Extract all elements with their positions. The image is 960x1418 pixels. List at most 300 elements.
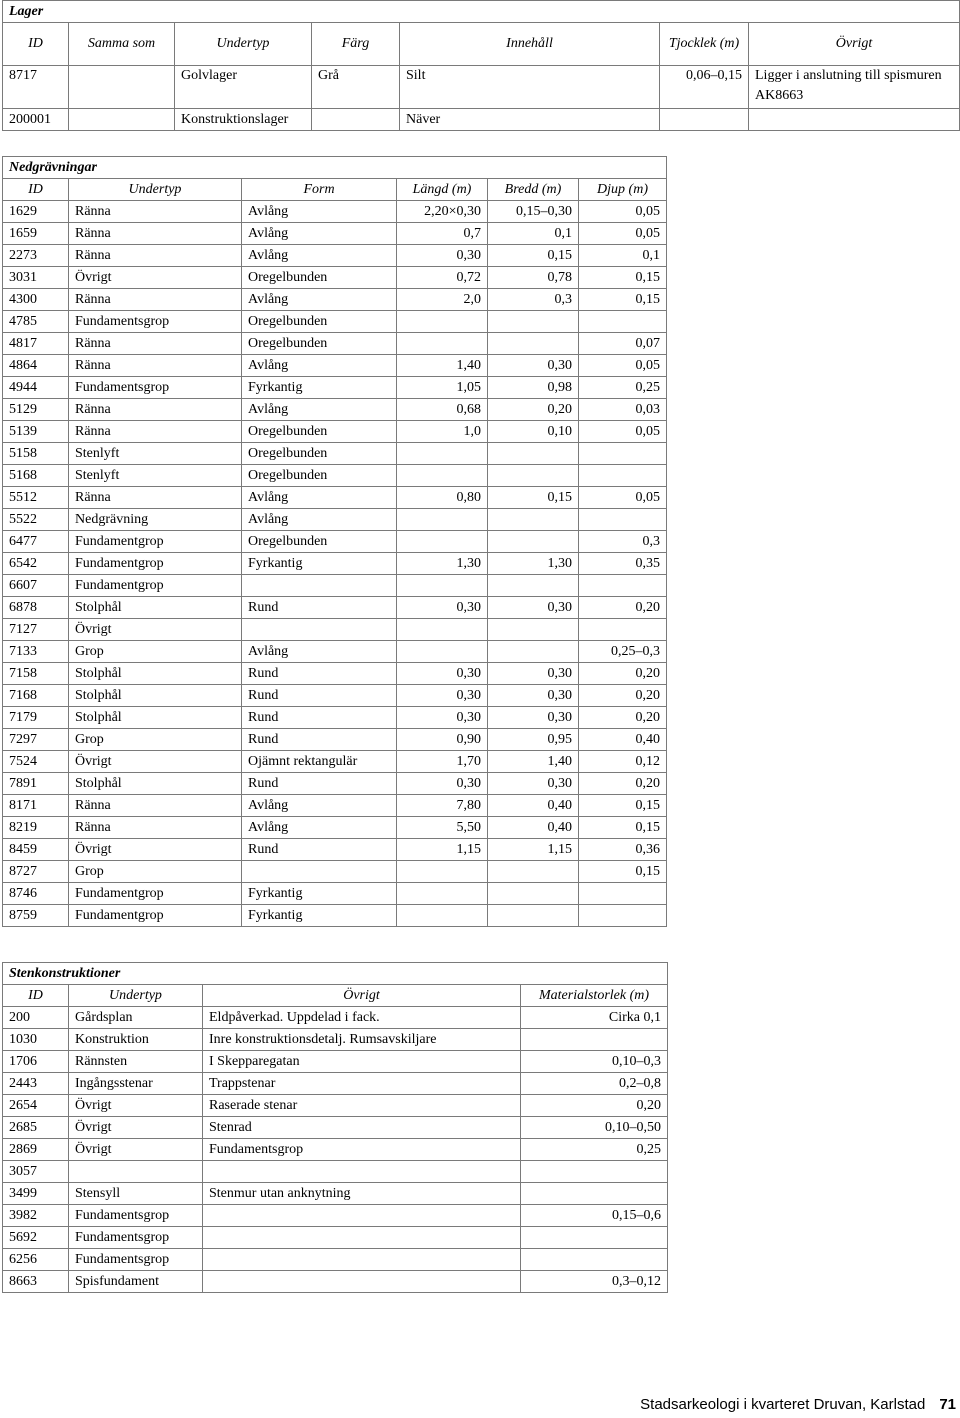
table-cell: 1,05 [397, 377, 488, 399]
table-cell: 0,15 [579, 289, 667, 311]
table-cell: 7,80 [397, 795, 488, 817]
table-cell: 8717 [3, 66, 69, 109]
table-row [3, 289, 667, 311]
table-cell: Fundamentsgrop [69, 311, 242, 333]
table-cell: Ligger i anslutning till spismuren AK8663 [749, 66, 960, 109]
table-cell [242, 575, 397, 597]
table-cell: Övrigt [69, 1139, 203, 1161]
table-row [3, 1249, 668, 1271]
table-cell: Grop [69, 861, 242, 883]
page-number: 71 [939, 1396, 956, 1413]
table-cell: Avlång [242, 289, 397, 311]
table-row [3, 1117, 668, 1139]
table-cell: Stolphål [69, 597, 242, 619]
table-cell: 6607 [3, 575, 69, 597]
table-cell: 0,10 [488, 421, 579, 443]
table-cell: 0,05 [579, 487, 667, 509]
table-cell: 2273 [3, 245, 69, 267]
nedgravningar-header-cell: Undertyp [69, 179, 242, 201]
table-cell: 0,20 [579, 707, 667, 729]
table-row [3, 795, 667, 817]
table-cell: 1629 [3, 201, 69, 223]
table-cell: 0,10–0,3 [521, 1051, 668, 1073]
table-cell [579, 619, 667, 641]
table-cell: Spisfundament [69, 1271, 203, 1293]
table-cell: Fyrkantig [242, 905, 397, 927]
table-cell: Oregelbunden [242, 421, 397, 443]
table-cell [312, 109, 400, 131]
table-cell: Övrigt [69, 839, 242, 861]
table-cell: 0,20 [488, 399, 579, 421]
table-row [3, 663, 667, 685]
table-cell: 1,15 [397, 839, 488, 861]
table-cell: Oregelbunden [242, 531, 397, 553]
table-cell: Avlång [242, 223, 397, 245]
nedgravningar-header-cell: ID [3, 179, 69, 201]
lager-header-cell: Tjocklek (m) [660, 23, 749, 66]
table-cell: Rännsten [69, 1051, 203, 1073]
table-cell [488, 311, 579, 333]
table-cell: 6477 [3, 531, 69, 553]
table-cell: Fundamentsgrop [203, 1139, 521, 1161]
table-row [3, 487, 667, 509]
table-cell: 0,15 [488, 487, 579, 509]
table-row [3, 817, 667, 839]
table-cell: Avlång [242, 245, 397, 267]
table-cell [579, 575, 667, 597]
table-cell: 0,30 [397, 245, 488, 267]
table-row [3, 377, 667, 399]
table-cell [397, 905, 488, 927]
table-cell: 0,15–0,6 [521, 1205, 668, 1227]
table-cell: 2685 [3, 1117, 69, 1139]
table-cell: Ränna [69, 795, 242, 817]
table-cell: Grå [312, 66, 400, 109]
table-cell: 5512 [3, 487, 69, 509]
stenkonstruktioner-table [2, 962, 668, 1293]
lager-header-cell: Innehåll [400, 23, 660, 66]
table-cell: 6256 [3, 1249, 69, 1271]
table-cell: Fundamentgrop [69, 905, 242, 927]
table-cell: Rund [242, 729, 397, 751]
table-cell: 6878 [3, 597, 69, 619]
table-cell [488, 333, 579, 355]
table-row [3, 905, 667, 927]
lager-table [2, 0, 960, 131]
table-cell: 8727 [3, 861, 69, 883]
table-cell: Stolphål [69, 773, 242, 795]
table-cell: 0,3 [579, 531, 667, 553]
table-cell: Avlång [242, 641, 397, 663]
table-cell: 0,20 [579, 773, 667, 795]
table-cell: 0,30 [488, 355, 579, 377]
table-row [3, 1139, 668, 1161]
table-cell: Ränna [69, 487, 242, 509]
table-cell [579, 465, 667, 487]
table-cell: 0,30 [397, 685, 488, 707]
table-cell: 0,05 [579, 223, 667, 245]
table-row [3, 1073, 668, 1095]
table-row [3, 883, 667, 905]
table-cell: Konstruktionslager [175, 109, 312, 131]
table-cell: 5168 [3, 465, 69, 487]
table-cell [488, 575, 579, 597]
table-cell: Ränna [69, 355, 242, 377]
table-cell: 8746 [3, 883, 69, 905]
table-cell: 0,35 [579, 553, 667, 575]
table-cell [397, 465, 488, 487]
table-cell [203, 1249, 521, 1271]
table-cell: Fyrkantig [242, 553, 397, 575]
nedgravningar-header-row [3, 179, 667, 201]
table-cell: 4817 [3, 333, 69, 355]
table-cell: 0,90 [397, 729, 488, 751]
table-cell: Avlång [242, 201, 397, 223]
table-cell [579, 905, 667, 927]
table-cell: 1,30 [397, 553, 488, 575]
table-cell: Rund [242, 773, 397, 795]
table-cell: 0,30 [397, 707, 488, 729]
table-cell: 0,12 [579, 751, 667, 773]
table-cell: 0,15 [488, 245, 579, 267]
table-cell: 0,03 [579, 399, 667, 421]
table-cell: 0,78 [488, 267, 579, 289]
table-cell: Ränna [69, 289, 242, 311]
table-cell [242, 861, 397, 883]
table-cell [488, 465, 579, 487]
table-cell: Avlång [242, 399, 397, 421]
table-cell: Ingångsstenar [69, 1073, 203, 1095]
table-row [3, 773, 667, 795]
table-cell: 200001 [3, 109, 69, 131]
table-row [3, 1051, 668, 1073]
table-cell: 0,36 [579, 839, 667, 861]
table-cell: Stenrad [203, 1117, 521, 1139]
table-cell: 0,15 [579, 861, 667, 883]
table-cell [69, 109, 175, 131]
table-cell: 3499 [3, 1183, 69, 1205]
table-row [3, 1029, 668, 1051]
table-cell: I Skepparegatan [203, 1051, 521, 1073]
table-row [3, 311, 667, 333]
table-cell: 0,3 [488, 289, 579, 311]
table-row [3, 355, 667, 377]
table-cell: 2,0 [397, 289, 488, 311]
table-cell [749, 109, 960, 131]
table-row [3, 245, 667, 267]
table-cell [397, 509, 488, 531]
stenkonstruktioner-header-cell: Materialstorlek (m) [521, 985, 668, 1007]
table-cell: 0,25 [579, 377, 667, 399]
table-cell: 0,98 [488, 377, 579, 399]
table-row [3, 201, 667, 223]
table-cell: 0,30 [397, 597, 488, 619]
lager-header-cell: Samma som [69, 23, 175, 66]
table-row [3, 685, 667, 707]
table-cell: 1659 [3, 223, 69, 245]
table-cell: 1,0 [397, 421, 488, 443]
table-cell [397, 883, 488, 905]
table-row [3, 1007, 668, 1029]
table-cell: Trappstenar [203, 1073, 521, 1095]
table-cell: Ränna [69, 201, 242, 223]
table-cell [397, 641, 488, 663]
table-row [3, 707, 667, 729]
table-cell [203, 1161, 521, 1183]
table-cell [521, 1183, 668, 1205]
table-cell: 5522 [3, 509, 69, 531]
table-cell: Stensyll [69, 1183, 203, 1205]
table-cell [242, 619, 397, 641]
table-cell [521, 1249, 668, 1271]
table-cell: Ränna [69, 333, 242, 355]
table-cell: 7891 [3, 773, 69, 795]
table-cell: Rund [242, 839, 397, 861]
table-cell: 3982 [3, 1205, 69, 1227]
table-cell: 0,20 [579, 663, 667, 685]
table-row [3, 109, 960, 131]
table-cell: 5,50 [397, 817, 488, 839]
table-cell: 5692 [3, 1227, 69, 1249]
table-cell: 0,05 [579, 421, 667, 443]
footer-title: Stadsarkeologi i kvarteret Druvan, Karlstad [640, 1396, 926, 1413]
table-cell: Avlång [242, 355, 397, 377]
table-cell [397, 619, 488, 641]
table-row [3, 421, 667, 443]
table-cell: 0,72 [397, 267, 488, 289]
lager-header-cell: Övrigt [749, 23, 960, 66]
table-cell: Ränna [69, 223, 242, 245]
table-cell [397, 333, 488, 355]
table-cell [579, 883, 667, 905]
table-cell: Ränna [69, 399, 242, 421]
table-cell: 0,20 [579, 685, 667, 707]
table-cell: 0,1 [488, 223, 579, 245]
table-cell: 7168 [3, 685, 69, 707]
table-cell [488, 883, 579, 905]
table-row [3, 443, 667, 465]
table-row [3, 619, 667, 641]
table-cell [397, 311, 488, 333]
table-cell: 2869 [3, 1139, 69, 1161]
table-cell [660, 109, 749, 131]
table-cell: 0,40 [579, 729, 667, 751]
table-row [3, 333, 667, 355]
nedgravningar-header-cell: Djup (m) [579, 179, 667, 201]
table-cell: 1706 [3, 1051, 69, 1073]
table-cell: 0,15 [579, 817, 667, 839]
table-row [3, 597, 667, 619]
table-cell: 0,25 [521, 1139, 668, 1161]
table-cell: 0,06–0,15 [660, 66, 749, 109]
table-cell: Fundamentsgrop [69, 1227, 203, 1249]
table-cell: Stenmur utan anknytning [203, 1183, 521, 1205]
table-row [3, 1227, 668, 1249]
table-cell: Näver [400, 109, 660, 131]
table-cell: 0,30 [397, 663, 488, 685]
table-cell: Ränna [69, 245, 242, 267]
table-row [3, 1205, 668, 1227]
table-cell: Fyrkantig [242, 377, 397, 399]
table-cell: 1,70 [397, 751, 488, 773]
table-cell [488, 531, 579, 553]
table-cell: 0,05 [579, 201, 667, 223]
nedgravningar-header-cell: Längd (m) [397, 179, 488, 201]
table-cell [397, 861, 488, 883]
nedgravningar-table [2, 156, 667, 927]
table-cell: Fundamentsgrop [69, 1205, 203, 1227]
table-cell: Oregelbunden [242, 311, 397, 333]
table-cell: 7297 [3, 729, 69, 751]
table-row [3, 267, 667, 289]
table-cell: Övrigt [69, 1117, 203, 1139]
table-cell: Stenlyft [69, 465, 242, 487]
table-row [3, 641, 667, 663]
lager-title: Lager [3, 1, 960, 23]
table-cell: 0,30 [488, 685, 579, 707]
table-cell: 0,68 [397, 399, 488, 421]
table-cell: 0,05 [579, 355, 667, 377]
table-row [3, 509, 667, 531]
table-cell [397, 531, 488, 553]
table-cell: 2443 [3, 1073, 69, 1095]
table-cell: 1,30 [488, 553, 579, 575]
table-cell: Rund [242, 707, 397, 729]
table-cell: Nedgrävning [69, 509, 242, 531]
table-row [3, 729, 667, 751]
table-row [3, 553, 667, 575]
table-cell: Inre konstruktionsdetalj. Rumsavskiljare [203, 1029, 521, 1051]
table-cell [488, 905, 579, 927]
table-cell: 0,7 [397, 223, 488, 245]
table-cell: 8459 [3, 839, 69, 861]
table-row [3, 861, 667, 883]
table-cell: 1,15 [488, 839, 579, 861]
table-cell: 0,1 [579, 245, 667, 267]
table-cell: 7158 [3, 663, 69, 685]
table-cell: 4785 [3, 311, 69, 333]
table-cell: 2,20×0,30 [397, 201, 488, 223]
table-cell: 0,20 [579, 597, 667, 619]
table-cell: Övrigt [69, 1095, 203, 1117]
table-cell [397, 575, 488, 597]
table-cell: Övrigt [69, 751, 242, 773]
table-cell: Fyrkantig [242, 883, 397, 905]
table-row [3, 751, 667, 773]
table-row [3, 223, 667, 245]
table-cell: Ojämnt rektangulär [242, 751, 397, 773]
table-row [3, 1161, 668, 1183]
table-cell: Cirka 0,1 [521, 1007, 668, 1029]
table-cell [579, 311, 667, 333]
table-cell: 4944 [3, 377, 69, 399]
table-cell: 1030 [3, 1029, 69, 1051]
table-cell: Silt [400, 66, 660, 109]
table-cell [579, 509, 667, 531]
table-cell: Övrigt [69, 619, 242, 641]
table-cell: 6542 [3, 553, 69, 575]
table-cell: 0,30 [488, 773, 579, 795]
table-cell: 0,30 [488, 707, 579, 729]
table-cell [488, 443, 579, 465]
stenkonstruktioner-header-row [3, 985, 668, 1007]
table-row [3, 66, 960, 109]
table-cell [521, 1029, 668, 1051]
table-cell: 0,95 [488, 729, 579, 751]
table-cell: 0,80 [397, 487, 488, 509]
table-cell [203, 1227, 521, 1249]
stenkonstruktioner-header-cell: ID [3, 985, 69, 1007]
table-cell: Oregelbunden [242, 443, 397, 465]
table-cell [203, 1205, 521, 1227]
table-cell: Stolphål [69, 685, 242, 707]
table-cell: 0,40 [488, 817, 579, 839]
table-cell: 0,20 [521, 1095, 668, 1117]
stenkonstruktioner-title: Stenkonstruktioner [3, 963, 668, 985]
table-cell: 0,15 [579, 795, 667, 817]
table-cell: Grop [69, 729, 242, 751]
table-cell: Fundamentgrop [69, 883, 242, 905]
table-cell [521, 1161, 668, 1183]
table-cell: Avlång [242, 817, 397, 839]
table-cell: 0,30 [488, 597, 579, 619]
table-cell: Rund [242, 685, 397, 707]
table-row [3, 465, 667, 487]
table-cell: 0,15 [579, 267, 667, 289]
table-cell: Övrigt [69, 267, 242, 289]
table-cell: 3057 [3, 1161, 69, 1183]
table-cell: 8171 [3, 795, 69, 817]
table-cell: 0,3–0,12 [521, 1271, 668, 1293]
table-cell [69, 1161, 203, 1183]
table-row [3, 1095, 668, 1117]
table-cell: Avlång [242, 487, 397, 509]
table-cell: Oregelbunden [242, 465, 397, 487]
table-cell: 5158 [3, 443, 69, 465]
table-cell: Fundamentgrop [69, 553, 242, 575]
table-cell: 200 [3, 1007, 69, 1029]
table-cell: 1,40 [488, 751, 579, 773]
table-cell: 0,2–0,8 [521, 1073, 668, 1095]
table-cell: Rund [242, 663, 397, 685]
lager-header-cell: Undertyp [175, 23, 312, 66]
table-cell: 0,25–0,3 [579, 641, 667, 663]
lager-header-row [3, 23, 960, 66]
table-cell: 7127 [3, 619, 69, 641]
table-cell [69, 66, 175, 109]
table-cell: 0,15–0,30 [488, 201, 579, 223]
table-cell: 7524 [3, 751, 69, 773]
table-cell [521, 1227, 668, 1249]
table-row [3, 1183, 668, 1205]
lager-header-cell: ID [3, 23, 69, 66]
page-footer [640, 1396, 956, 1413]
table-cell: Fundamentsgrop [69, 377, 242, 399]
table-cell: Stenlyft [69, 443, 242, 465]
table-cell: Oregelbunden [242, 267, 397, 289]
table-cell: 8663 [3, 1271, 69, 1293]
table-cell: Stolphål [69, 707, 242, 729]
table-cell [488, 861, 579, 883]
table-cell: 0,30 [397, 773, 488, 795]
table-cell: 7133 [3, 641, 69, 663]
lager-header-cell: Färg [312, 23, 400, 66]
table-cell: 8759 [3, 905, 69, 927]
table-cell: Golvlager [175, 66, 312, 109]
table-cell [488, 509, 579, 531]
table-cell: Fundamentgrop [69, 531, 242, 553]
table-cell [579, 443, 667, 465]
